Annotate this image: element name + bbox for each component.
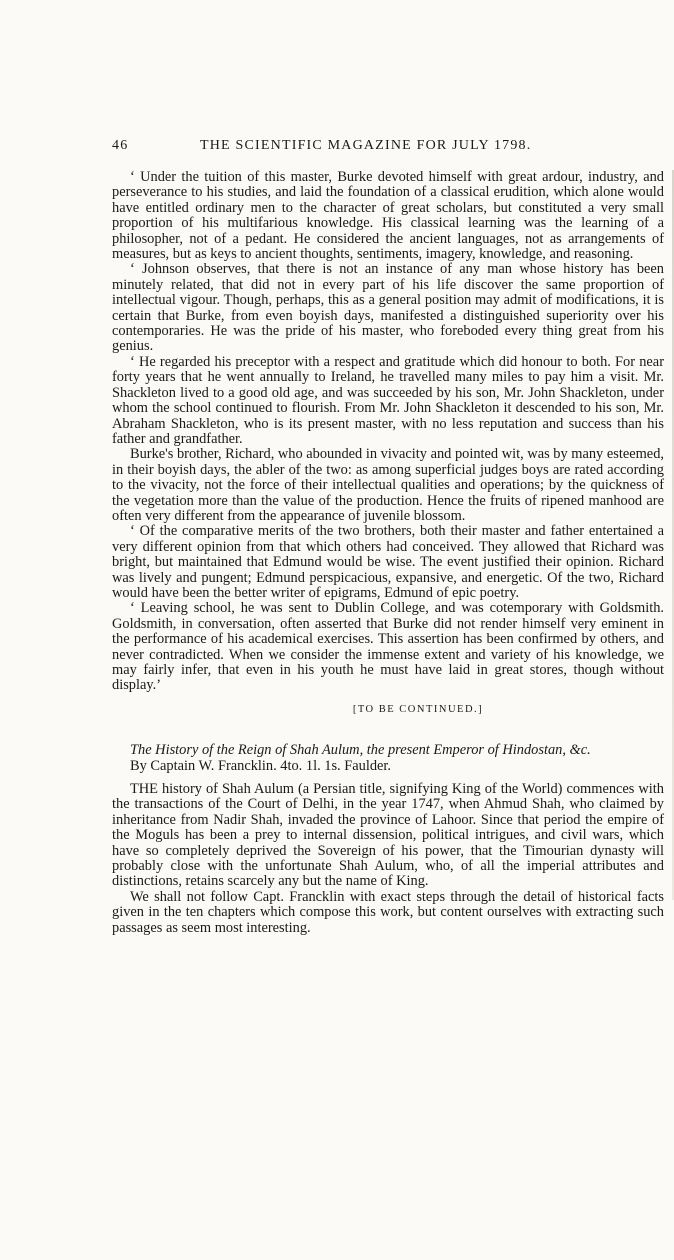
paragraph-tuition: ‘ Under the tuition of this master, Burke devoted himself with great ardour, industry, and perseverance to his studies, and laid the foundation of a classical erudition, which alone would have entitled ordinary men to the character of great scholars, but constituted a very small proportion of his multifarious knowledge. His classical learning was the learning of a philosopher, not of a pedant. He considered the ancient languages, not as arrangements of measures, but as keys to ancient thoughts, sentiments, imagery, knowledge, and reasoning.: [112, 169, 664, 263]
paragraph-preceptor: ‘ He regarded his preceptor with a respect and gratitude which did honour to both. For near forty years that he went annually to Ireland, he travelled many miles to pay him a visit. Mr. Shackleton lived to a good old age, and was succeeded by his son, Mr. John Shackleton, under whom the school continued to flourish. From Mr. John Shackleton it descended to his son, Mr. Abraham Shackleton, who is its present master, with no less reputation and success than his father and grandfather.: [112, 353, 664, 447]
paragraph-richard: Burke's brother, Richard, who abounded in vivacity and pointed wit, was by many esteemed, in their boyish days, the abler of the two: as among superficial judges boys are rated according to the vivacity, not the force of their intellectual qualities and operations; by the quickness of the vegetation more than the value of the production. Hence the fruits of ripened manhood are often very different from the appearance of juvenile blossom.: [112, 446, 664, 524]
review-paragraph-2: We shall not follow Capt. Francklin with exact steps through the detail of historical facts given in the ten chapters which compose this work, but content ourselves with extracting such passages as seem most interesting.: [112, 888, 664, 936]
paragraph-comparative-merits: ‘ Of the comparative merits of the two brothers, both their master and father entertained a very different opinion from that which others had conceived. They allowed that Richard was bright, but maintained that Edmund would be wise. The event justified their opinion. Richard was lively and pungent; Edmund perspicacious, expansive, and energetic. Of the two, Richard would have been the better writer of epigrams, Edmund of epic poetry.: [112, 523, 664, 601]
review-author-line: By Captain W. Francklin. 4to. 1l. 1s. Faulder.: [130, 757, 392, 774]
running-head-title: THE SCIENTIFIC MAGAZINE FOR JULY 1798.: [200, 138, 532, 153]
review-paragraph-1: THE history of Shah Aulum (a Persian title, signifying King of the World) commences with the transactions of the Court of Delhi, in the year 1747, when Ahmud Shah, who claimed by inheritance from Nadir Shah, invaded the province of Lahoor. Since that period the empire of the Moguls has been a prey to internal dissension, political intrigues, and civil wars, which have so completely deprived the Sovereign of his power, that the Timourian dynasty will probably close with the unfortunate Shah Aulum, who, of all the imperial attributes and distinctions, retains scarcely any but the name of King.: [112, 781, 664, 890]
article-body: [112, 170, 664, 936]
to-be-continued: [TO BE CONTINUED.]: [352, 703, 484, 715]
paragraph-johnson: ‘ Johnson observes, that there is not an instance of any man whose history has been minutely related, that did not in every part of his life discover the same proportion of intellectual vigour. Though, perhaps, this as a general position may admit of modifications, it is certain that Burke, from even boyish days, manifested a distinguished superiority over his contemporaries. He was the pride of his master, who foreboded every thing great from his genius.: [112, 261, 664, 355]
paragraph-dublin-college: ‘ Leaving school, he was sent to Dublin College, and was cotemporary with Goldsmith. Goldsmith, in conversation, often asserted that Burke did not render himself very eminent in the performance of his academical exercises. This assertion has been confirmed by others, and never contradicted. When we consider the immense extent and variety of his knowledge, we may fairly infer, that even in his youth he must have laid in great stores, though without display.’: [112, 600, 664, 694]
page-number: 46: [112, 138, 129, 153]
review-title-text: The History of the Reign of Shah Aulum, the present Emperor of Hindostan, &c.: [130, 742, 591, 759]
review-title: [112, 743, 664, 774]
